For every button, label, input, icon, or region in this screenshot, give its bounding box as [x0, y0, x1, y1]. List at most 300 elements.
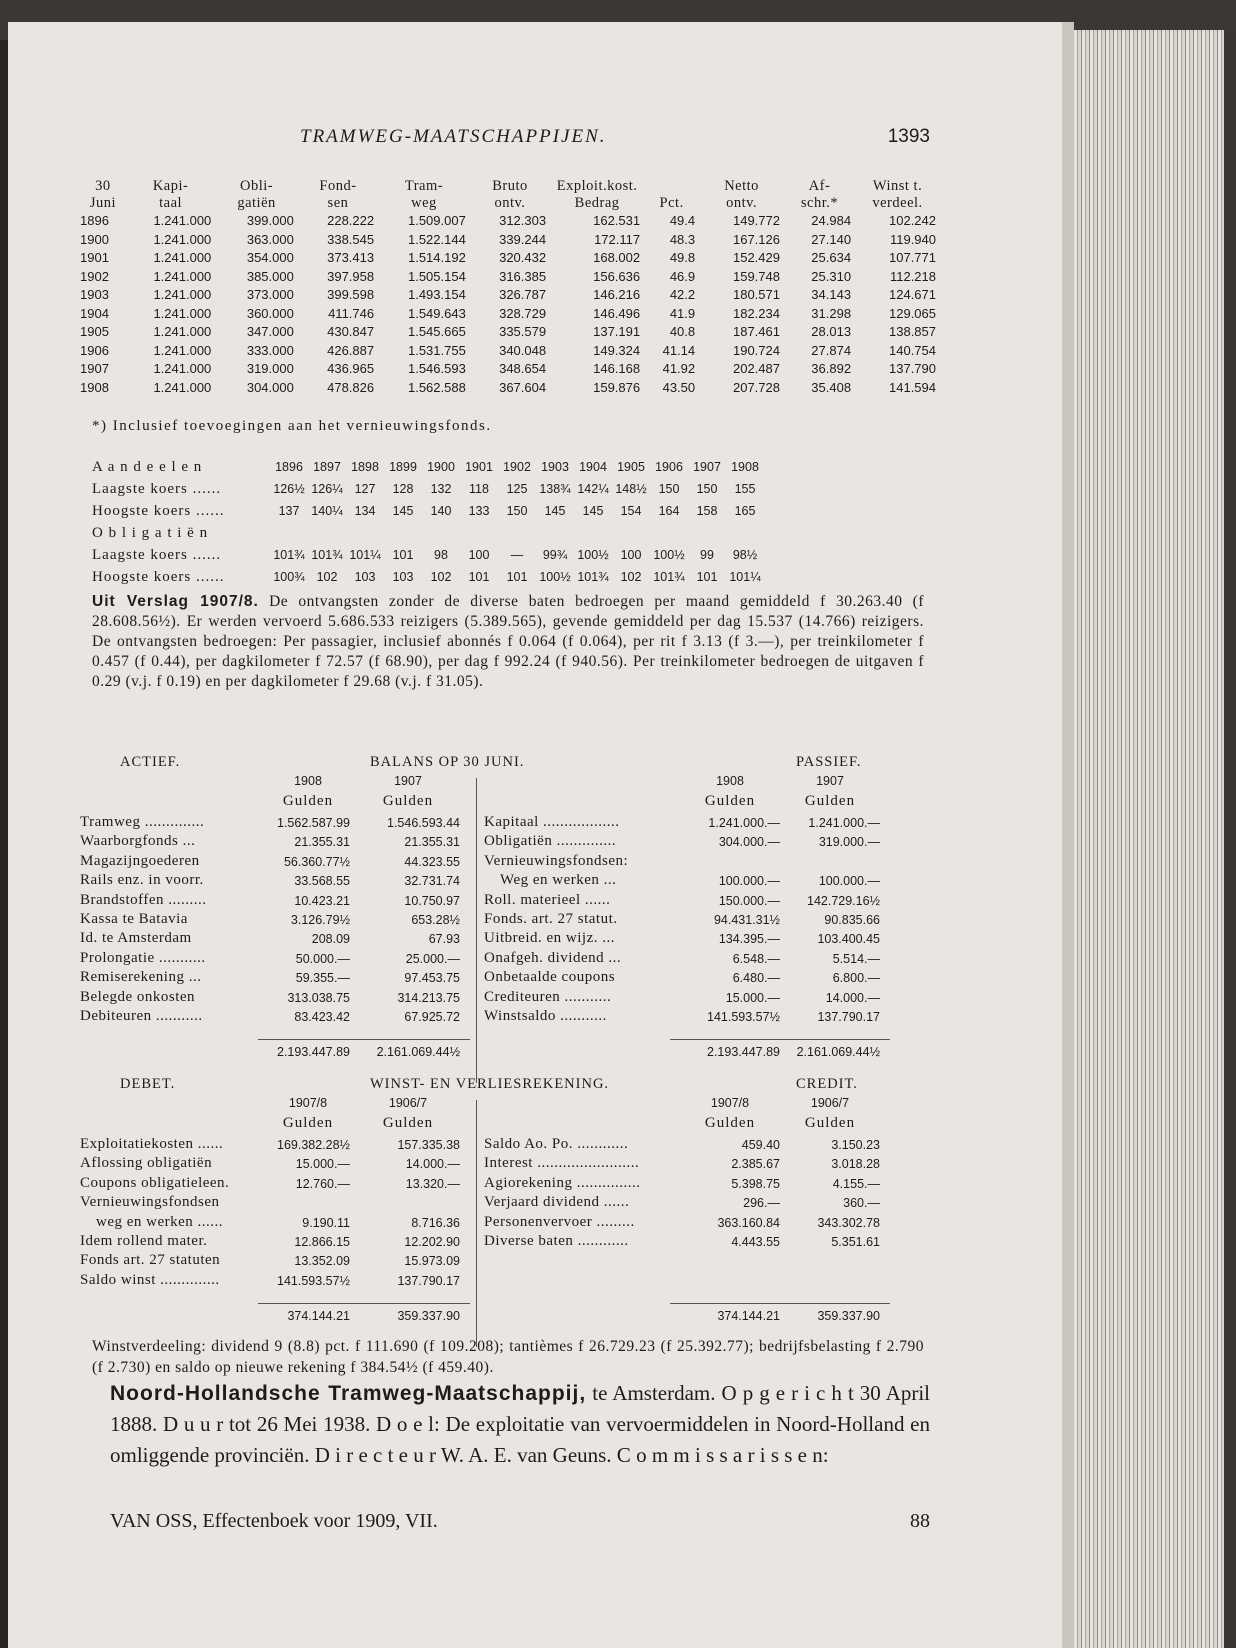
table-cell: 1.562.588 — [407, 379, 466, 395]
column-header: Bedrag — [574, 195, 620, 211]
table-cell: 367.604 — [499, 379, 547, 395]
total-amount: 2.161.069.44½ — [376, 1045, 460, 1060]
account-amount: 142.729.16½ — [807, 893, 880, 908]
account-amount: 59.355.— — [295, 971, 350, 986]
table-cell: 24.984 — [811, 213, 852, 228]
koersen-value: 99 — [700, 548, 714, 562]
account-label: Obligatiën .............. — [484, 833, 617, 850]
koersen-value: 100¾ — [273, 570, 305, 584]
koersen-value: 128 — [392, 482, 414, 496]
koersen-label: O b l i g a t i ë n — [92, 525, 209, 541]
table-row — [80, 286, 940, 305]
table-row — [80, 268, 940, 287]
column-header — [644, 178, 699, 195]
winst-verlies-section — [80, 1076, 936, 1322]
koersen-value: 118 — [469, 482, 489, 496]
account-amount: 3.018.28 — [831, 1157, 880, 1172]
koersen-value: 103 — [392, 570, 414, 584]
account-label: weg en werken ...... — [96, 1213, 224, 1230]
koersen-value: 165 — [734, 504, 756, 518]
column-year: 1908 — [294, 774, 322, 788]
account-amount: 15.973.09 — [404, 1254, 460, 1269]
account-amount: 4.155.— — [832, 1176, 880, 1191]
account-label: Exploitatiekosten ...... — [80, 1136, 224, 1152]
column-unit: Gulden — [804, 793, 856, 809]
total-amount: 2.193.447.89 — [277, 1045, 350, 1060]
account-amount: 25.000.— — [405, 951, 460, 966]
table-cell: 112.218 — [889, 268, 936, 284]
koersen-label: Hoogste koers ...... — [92, 503, 225, 519]
koersen-label: Laagste koers ...... — [92, 481, 222, 497]
table-cell: 347.000 — [246, 324, 294, 339]
account-amount: 3.150.23 — [831, 1138, 880, 1152]
account-amount: 9.190.11 — [302, 1215, 350, 1230]
account-label: Prolongatie ........... — [80, 949, 206, 966]
statement-left-title: ACTIEF. — [120, 754, 181, 770]
koersen-value: 100½ — [539, 570, 571, 584]
column-divider — [476, 1100, 477, 1347]
table-cell: 1.493.154 — [407, 287, 466, 302]
table-cell: 1.545.665 — [407, 324, 466, 339]
account-amount: 90.835.66 — [824, 913, 880, 927]
table-cell: 326.787 — [499, 287, 547, 302]
table-cell: 1.522.144 — [407, 231, 466, 247]
koersen-value: 137 — [278, 504, 300, 518]
table-cell: 316.385 — [499, 268, 547, 284]
account-amount: 100.000.— — [718, 874, 780, 889]
verslag-paragraph — [92, 592, 924, 692]
table-cell: 138.857 — [889, 324, 936, 339]
results-table — [80, 178, 940, 397]
koersen-value: 100½ — [653, 548, 685, 562]
column-header: Winst t. — [872, 178, 923, 194]
table-cell: 129.065 — [889, 305, 936, 321]
koersen-value: 100 — [620, 548, 642, 562]
column-divider — [476, 778, 477, 1083]
column-year: 1907/8 — [288, 1096, 328, 1110]
column-header: Kapi- — [152, 178, 189, 194]
table-cell: 1.241.000 — [153, 250, 212, 265]
total-amount: 374.144.21 — [287, 1309, 350, 1324]
account-amount: 5.398.75 — [731, 1176, 780, 1191]
account-amount: 459.40 — [741, 1138, 780, 1152]
account-amount: 6.548.— — [732, 951, 780, 966]
column-header: Juni — [89, 195, 117, 211]
koersen-value: 140¼ — [311, 504, 343, 518]
koersen-value: 101¾ — [311, 548, 343, 562]
table-cell: 41.9 — [669, 305, 696, 321]
koersen-value: 145 — [544, 504, 566, 518]
page-number: 1393 — [887, 126, 930, 147]
account-amount: 10.750.97 — [404, 893, 460, 908]
table-cell: 1.241.000 — [153, 342, 212, 358]
table-cell: 399.000 — [246, 213, 294, 228]
table-cell: 31.298 — [811, 305, 852, 321]
account-amount: 94.431.31½ — [713, 913, 780, 927]
table-cell: 1.241.000 — [153, 287, 212, 302]
table-cell: 41.92 — [662, 361, 696, 376]
table-cell: 363.000 — [246, 231, 294, 247]
account-amount: 14.000.— — [405, 1157, 460, 1172]
total-amount: 359.337.90 — [397, 1309, 460, 1324]
account-amount: 67.925.72 — [404, 1010, 460, 1024]
table-cell: 149.324 — [593, 342, 641, 358]
table-header-row-1 — [80, 178, 940, 195]
table-cell: 167.126 — [732, 231, 780, 247]
table-cell: 1.509.007 — [407, 213, 466, 228]
koersen-value: 133 — [468, 504, 490, 518]
account-amount: 296.— — [743, 1196, 780, 1211]
account-amount: 32.731.74 — [404, 874, 460, 889]
table-cell: 328.729 — [499, 305, 547, 321]
table-cell: 159.748 — [732, 268, 780, 284]
account-amount: 208.09 — [311, 932, 350, 947]
column-unit: Gulden — [704, 1115, 756, 1131]
company-text: te Amsterdam. O p g e r i c h t 30 April 1888. D u u r tot 26 Mei 1938. D o e l: De exploitatie van vervoermiddelen in Noord-Holland en omliggende provinciën. D i r e c t e u r W. A. E. van Geuns. C o m m i s s a r i s s e n: — [110, 1381, 931, 1467]
total-rule — [670, 1039, 890, 1040]
account-amount: 8.716.36 — [411, 1215, 460, 1230]
column-unit: Gulden — [282, 1115, 334, 1131]
account-amount: 1.562.587.99 — [277, 816, 350, 830]
koersen-value: 102 — [430, 570, 452, 584]
koersen-label: Laagste koers ...... — [92, 547, 222, 563]
table-cell: 141.594 — [889, 379, 936, 395]
account-amount: 319.000.— — [818, 835, 880, 850]
account-label: Magazijngoederen — [80, 852, 200, 869]
table-row — [80, 360, 940, 379]
table-cell: 149.772 — [732, 213, 780, 228]
table-cell: 333.000 — [246, 342, 294, 358]
koersen-value: 98½ — [732, 548, 758, 562]
account-label: Waarborgfonds ... — [80, 833, 196, 850]
running-title: TRAMWEG-MAATSCHAPPIJEN. — [300, 126, 607, 147]
koersen-year: 1902 — [503, 460, 531, 474]
account-amount: 10.423.21 — [294, 893, 350, 908]
table-row — [80, 342, 940, 361]
table-cell: 1.549.643 — [407, 305, 466, 321]
column-header: Obli- — [240, 178, 274, 194]
koersen-row — [92, 522, 764, 544]
account-label: Verjaard dividend ...... — [484, 1194, 630, 1211]
koersen-value: 125 — [506, 482, 528, 496]
table-cell: 1.241.000 — [153, 231, 212, 247]
account-label: Tramweg .............. — [80, 814, 205, 830]
table-cell: 140.754 — [889, 342, 936, 358]
koersen-value: 127 — [354, 482, 376, 496]
account-amount: 3.126.79½ — [290, 913, 350, 927]
table-cell: 146.216 — [593, 287, 641, 302]
total-rule — [670, 1303, 890, 1304]
table-cell: 156.636 — [593, 268, 641, 284]
table-cell: 27.874 — [811, 342, 852, 358]
account-amount: 141.593.57½ — [707, 1010, 780, 1024]
row-year: 1903 — [80, 287, 109, 302]
koersen-year: 1898 — [351, 460, 379, 474]
total-amount: 2.161.069.44½ — [796, 1045, 880, 1060]
table-cell: 319.000 — [246, 361, 294, 376]
account-amount: 13.352.09 — [294, 1254, 350, 1269]
column-year: 1906/7 — [388, 1096, 428, 1110]
koersen-value: 102 — [620, 570, 642, 584]
account-amount: 97.453.75 — [404, 971, 460, 986]
account-label: Vernieuwingsfondsen: — [484, 852, 629, 869]
koersen-row — [92, 500, 764, 522]
row-year: 1905 — [80, 324, 109, 339]
koersen-value: — — [510, 548, 524, 562]
table-cell: 1.241.000 — [153, 305, 212, 321]
table-footnote: *) Inclusief toevoegingen aan het vernieuwingsfonds. — [92, 418, 492, 434]
account-label: Uitbreid. en wijz. ... — [484, 930, 615, 947]
koersen-value: 150 — [506, 504, 528, 518]
account-label: Id. te Amsterdam — [80, 930, 192, 947]
koersen-section-label: A a n d e e l e n — [92, 459, 203, 475]
account-label: Vernieuwingsfondsen — [80, 1194, 220, 1211]
table-cell: 25.310 — [811, 268, 852, 284]
column-header: sen — [327, 195, 349, 211]
koersen-value: 164 — [658, 504, 680, 518]
company-name: Noord-Hollandsche Tramweg-Maatschappij, — [110, 1382, 587, 1405]
table-cell: 25.634 — [811, 250, 852, 265]
table-cell: 312.303 — [499, 213, 547, 228]
column-header: ontv. — [494, 195, 526, 211]
account-label: Remiserekening ... — [80, 969, 202, 986]
koersen-value: 142¼ — [577, 482, 609, 496]
column-header: Pct. — [659, 195, 684, 211]
koersen-year: 1901 — [465, 460, 493, 474]
column-header: Netto — [724, 178, 759, 194]
table-cell: 373.000 — [246, 287, 294, 302]
koersen-row — [92, 544, 764, 566]
table-cell: 41.14 — [662, 342, 696, 358]
account-label: Fonds art. 27 statuten — [80, 1252, 221, 1269]
balans-section — [80, 754, 936, 1072]
table-cell: 202.487 — [732, 361, 780, 376]
table-cell: 478.826 — [327, 379, 375, 395]
account-amount: 15.000.— — [725, 990, 780, 1005]
column-header: Exploit.kost. — [556, 178, 638, 194]
koersen-year: 1899 — [389, 460, 417, 474]
koersen-year: 1904 — [579, 460, 607, 474]
account-label: Debiteuren ........... — [80, 1008, 203, 1024]
table-cell: 1.241.000 — [153, 361, 212, 376]
koersen-year: 1907 — [693, 460, 721, 474]
table-cell: 397.958 — [327, 268, 375, 284]
table-cell: 411.746 — [328, 305, 375, 321]
row-year: 1900 — [80, 231, 109, 247]
koersen-value: 99¾ — [542, 548, 568, 562]
account-amount: 2.385.67 — [731, 1157, 780, 1172]
account-amount: 313.038.75 — [287, 990, 350, 1005]
row-year: 1902 — [80, 268, 109, 284]
koersen-value: 101 — [506, 570, 528, 584]
table-cell: 430.847 — [327, 324, 375, 339]
statement-left-title: DEBET. — [120, 1076, 176, 1092]
account-label: Idem rollend mater. — [80, 1233, 208, 1249]
book-page-edges — [1074, 30, 1224, 1648]
account-amount: 44.323.55 — [404, 854, 460, 869]
account-amount: 343.302.78 — [817, 1215, 880, 1230]
koersen-value: 101¾ — [273, 548, 305, 562]
table-cell: 354.000 — [246, 250, 294, 265]
koersen-value: 148½ — [615, 482, 647, 496]
table-cell: 168.002 — [593, 250, 641, 265]
account-amount: 137.790.17 — [397, 1273, 460, 1288]
row-year: 1906 — [80, 342, 109, 358]
account-amount: 12.760.— — [295, 1176, 350, 1191]
koersen-value: 100 — [468, 548, 490, 562]
table-cell: 119.940 — [889, 231, 936, 247]
koersen-value: 126½ — [273, 482, 305, 496]
table-cell: 137.191 — [593, 324, 641, 339]
koersen-value: 126¼ — [311, 482, 343, 496]
column-unit: Gulden — [804, 1115, 856, 1131]
table-cell: 107.771 — [889, 250, 936, 265]
account-label: Aflossing obligatiën — [80, 1155, 213, 1172]
koersen-row — [92, 478, 764, 500]
table-cell: 27.140 — [811, 231, 852, 247]
koersen-value: 101¼ — [349, 548, 381, 562]
koersen-value: 140 — [430, 504, 452, 518]
account-label: Fonds. art. 27 statut. — [484, 911, 618, 927]
koersen-value: 98 — [434, 548, 448, 562]
table-cell: 1.505.154 — [407, 268, 466, 284]
table-cell: 42.2 — [669, 287, 696, 302]
total-amount: 374.144.21 — [717, 1309, 780, 1324]
account-amount: 5.514.— — [832, 951, 880, 966]
account-label: Winstsaldo ........... — [484, 1008, 607, 1024]
table-cell: 43.50 — [662, 379, 696, 395]
column-header: gatiën — [237, 195, 276, 211]
koersen-year: 1908 — [731, 460, 759, 474]
koersen-row — [92, 566, 764, 588]
koersen-year: 1903 — [541, 460, 569, 474]
table-cell: 48.3 — [669, 231, 696, 247]
account-amount: 33.568.55 — [294, 874, 350, 889]
account-amount: 67.93 — [428, 932, 460, 947]
account-amount: 103.400.45 — [817, 932, 880, 947]
table-row — [80, 323, 940, 342]
table-cell: 338.545 — [327, 231, 375, 247]
table-cell: 1.531.755 — [407, 342, 466, 358]
page-footer — [110, 1510, 930, 1533]
koersen-value: 150 — [696, 482, 718, 496]
account-amount: 6.800.— — [832, 971, 880, 986]
account-amount: 6.480.— — [732, 971, 780, 986]
account-amount: 5.351.61 — [831, 1235, 880, 1249]
statement-title: WINST- EN VERLIESREKENING. — [370, 1076, 610, 1092]
table-cell: 34.143 — [811, 287, 852, 302]
table-cell: 304.000 — [246, 379, 294, 395]
account-amount: 137.790.17 — [817, 1010, 880, 1024]
table-cell: 360.000 — [246, 305, 294, 321]
statement-right-title: CREDIT. — [796, 1076, 858, 1092]
table-cell: 1.546.593 — [407, 361, 466, 376]
koersen-value: 150 — [658, 482, 680, 496]
column-year: 1906/7 — [810, 1096, 850, 1110]
total-rule — [258, 1303, 470, 1304]
account-label: Rails enz. in voorr. — [80, 872, 204, 889]
koersen-year: 1906 — [655, 460, 683, 474]
table-cell: 187.461 — [732, 324, 780, 339]
table-cell: 28.013 — [811, 324, 852, 339]
total-amount: 359.337.90 — [817, 1309, 880, 1324]
table-cell: 146.496 — [593, 305, 641, 321]
table-cell: 207.728 — [732, 379, 780, 395]
table-cell: 159.876 — [593, 379, 641, 395]
table-cell: 1.514.192 — [407, 250, 466, 265]
column-header: Af- — [808, 178, 831, 194]
column-header: taal — [159, 195, 183, 211]
account-amount: 157.335.38 — [397, 1138, 460, 1152]
verslag-text: De ontvangsten zonder de diverse baten bedroegen per maand gemiddeld f 30.263.40 (f 28.608.56½). Er werden vervoerd 5.686.533 reizigers (5.389.565), gevende gemiddeld per dag 15.537 (14.766) reizigers. De ontvangsten bedroegen: Per passagier, inclusief abonnés f 0.064 (f 0.064), per rit f 3.13 (f 3.—), per treinkilometer f 0.457 (f 0.44), per dagkilometer f 72.57 (f 68.90), per dag f 992.24 (f 940.56). Per treinkilometer bedroegen de uitgaven f 0.29 (v.j. f 0.19) en per dagkilometer f 29.68 (v.j. f 31.05). — [92, 593, 925, 690]
koersen-value: 158 — [696, 504, 718, 518]
column-unit: Gulden — [282, 793, 334, 809]
account-amount: 1.546.593.44 — [387, 816, 460, 830]
account-amount: 1.241.000.— — [808, 816, 880, 830]
column-year: 1907 — [816, 774, 844, 788]
koersen-value: 100½ — [577, 548, 609, 562]
footer-page-number: 88 — [910, 1510, 930, 1532]
total-amount: 2.193.447.89 — [707, 1045, 780, 1060]
column-year: 1908 — [716, 774, 744, 788]
table-cell: 180.571 — [732, 287, 780, 302]
account-amount: 12.866.15 — [294, 1235, 350, 1249]
account-label: Agiorekening ............... — [484, 1174, 641, 1191]
row-year: 1904 — [80, 305, 109, 321]
koersen-value: 138¾ — [539, 482, 571, 496]
koersen-value: 101¾ — [653, 570, 685, 584]
company-entry — [110, 1378, 930, 1471]
account-amount: 100.000.— — [818, 874, 880, 889]
account-amount: 304.000.— — [718, 835, 780, 850]
table-cell: 1.241.000 — [153, 379, 212, 395]
row-year: 1901 — [80, 250, 109, 265]
row-year: 1907 — [80, 361, 109, 376]
table-cell: 373.413 — [327, 250, 375, 265]
account-amount: 56.360.77½ — [283, 854, 350, 869]
account-label: Saldo winst .............. — [80, 1271, 220, 1288]
table-header-row-2 — [80, 195, 940, 212]
page-gutter — [1062, 22, 1074, 1648]
table-cell: 228.222 — [327, 213, 375, 228]
column-header: Fond- — [319, 178, 357, 194]
koersen-year: 1905 — [617, 460, 645, 474]
account-label: Personenvervoer ......... — [484, 1213, 635, 1230]
footer-source: VAN OSS, Effectenboek voor 1909, VII. — [110, 1510, 438, 1532]
table-cell: 172.117 — [594, 231, 641, 247]
account-amount: 141.593.57½ — [277, 1273, 350, 1288]
account-amount: 134.395.— — [718, 932, 780, 947]
koersen-value: 101¾ — [577, 570, 609, 584]
table-cell: 348.654 — [499, 361, 547, 376]
account-amount: 21.355.31 — [294, 835, 350, 850]
koersen-value: 101¼ — [729, 570, 761, 584]
statement-right-title: PASSIEF. — [796, 754, 862, 770]
account-amount: 14.000.— — [825, 990, 880, 1005]
table-cell: 436.965 — [327, 361, 375, 376]
table-cell: 1.241.000 — [153, 268, 212, 284]
table-body — [80, 212, 940, 397]
column-header: ontv. — [726, 195, 758, 211]
table-cell: 385.000 — [246, 268, 294, 284]
account-amount: 1.241.000.— — [708, 816, 780, 830]
column-header: verdeel. — [872, 195, 923, 211]
koersen-value: 101 — [696, 570, 718, 584]
table-cell: 152.429 — [732, 250, 780, 265]
table-row — [80, 305, 940, 324]
account-label: Interest ........................ — [484, 1155, 640, 1172]
table-cell: 320.432 — [499, 250, 547, 265]
